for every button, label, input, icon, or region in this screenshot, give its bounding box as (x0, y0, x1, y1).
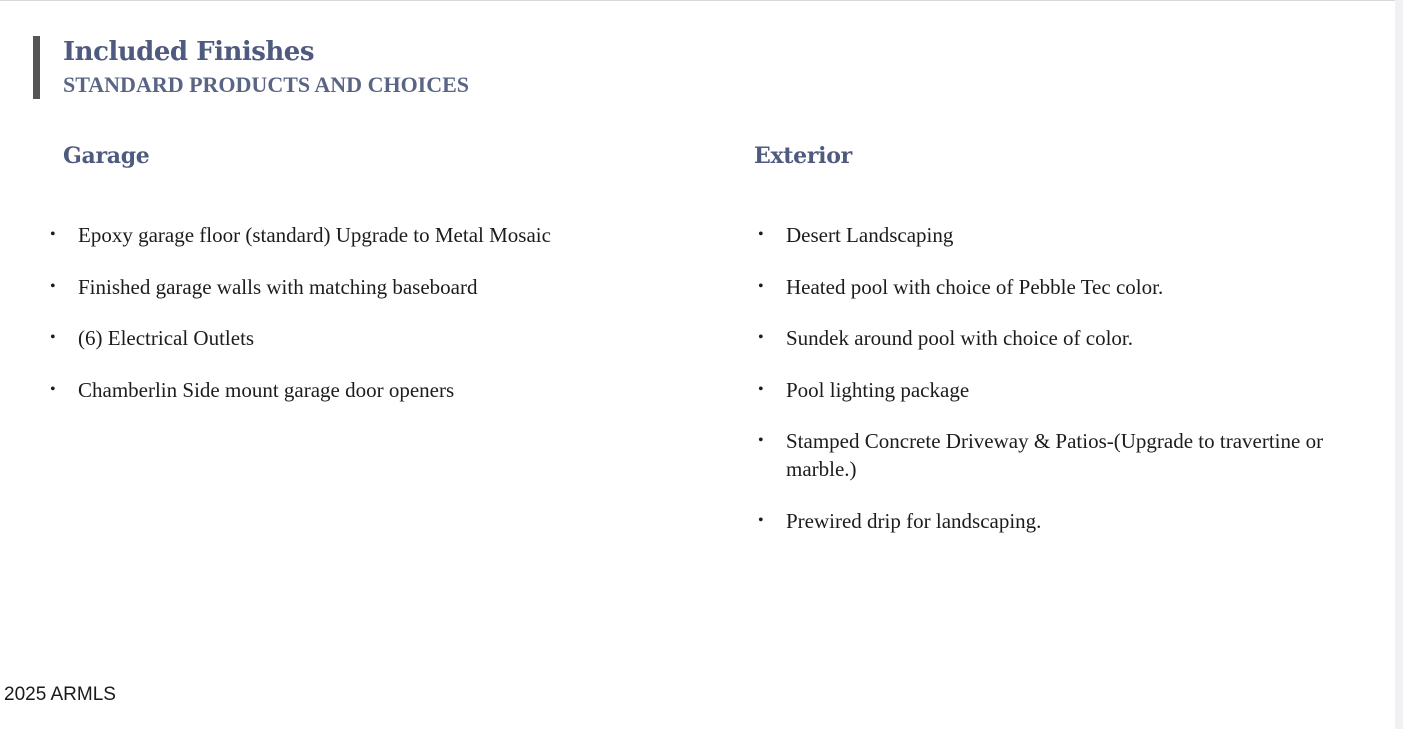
bullet-icon: • (758, 226, 764, 243)
list-item-text: Chamberlin Side mount garage door openers (78, 377, 455, 402)
copyright-footer: 2025 ARMLS (4, 684, 116, 705)
exterior-list (756, 221, 1386, 558)
list-item-text: Stamped Concrete Driveway & Patios-(Upgrade to travertine or marble.) (786, 429, 1324, 481)
list-item (48, 221, 688, 249)
bullet-icon: • (50, 380, 56, 398)
list-item-text: Heated pool with choice of Pebble Tec color. (786, 274, 1164, 299)
bullet-icon: • (758, 511, 764, 529)
garage-list (48, 221, 688, 427)
page-title: Included Finishes (63, 37, 314, 67)
bullet-icon: • (50, 226, 56, 243)
top-divider (0, 0, 1395, 1)
list-item-text: Pool lighting package (786, 377, 970, 402)
list-item (756, 427, 1386, 483)
list-item (48, 376, 688, 404)
list-item-text: Prewired drip for landscaping. (786, 508, 1042, 533)
list-item (756, 273, 1386, 301)
list-item-text: Desert Landscaping (786, 223, 954, 247)
list-item (756, 507, 1386, 535)
header-accent-bar (33, 36, 40, 99)
list-item-text: Epoxy garage floor (standard) Upgrade to Metal Mosaic (78, 223, 551, 247)
bullet-icon: • (758, 380, 764, 398)
exterior-heading: Exterior (754, 143, 852, 169)
list-item (756, 324, 1386, 352)
bullet-icon: • (758, 277, 764, 295)
list-item-text: Sundek around pool with choice of color. (786, 326, 1134, 350)
bullet-icon: • (50, 277, 56, 295)
list-item-text: Finished garage walls with matching baseboard (78, 274, 478, 299)
garage-heading: Garage (63, 143, 150, 169)
list-item-text: (6) Electrical Outlets (78, 326, 255, 350)
right-page-edge (1395, 0, 1403, 729)
bullet-icon: • (758, 432, 764, 449)
list-item (48, 273, 688, 301)
page-subtitle: STANDARD PRODUCTS AND CHOICES (63, 72, 470, 97)
list-item (756, 376, 1386, 404)
bullet-icon: • (758, 329, 764, 346)
list-item (48, 324, 688, 352)
list-item (756, 221, 1386, 249)
bullet-icon: • (50, 329, 56, 346)
